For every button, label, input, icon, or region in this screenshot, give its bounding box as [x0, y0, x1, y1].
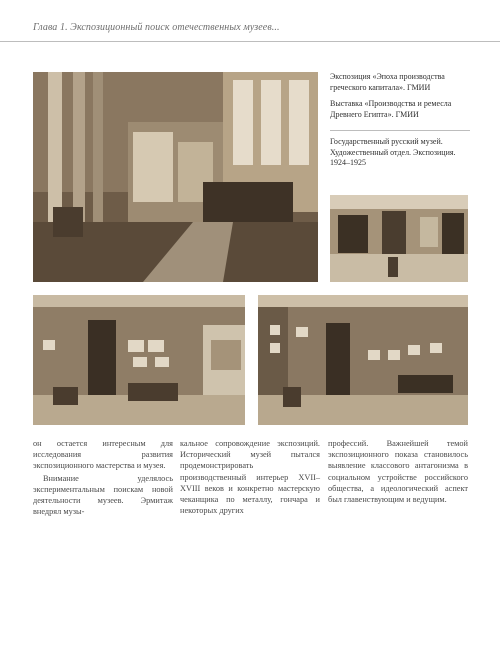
paragraph: он остается интересным для исследования развития экспозиционного мастерства и музея. [33, 439, 173, 471]
caption-egypt-exhibition: Выставка «Производства и ремесла Древнего Египта». ГМИИ [330, 99, 452, 119]
text-column-3 [328, 438, 468, 505]
text-column-2 [180, 438, 320, 516]
photo-art-department-room-1 [33, 295, 245, 425]
running-head: Глава 1. Экспозиционный поиск отечественных музеев... [33, 22, 280, 33]
paragraph: профессий. Важнейшей темой экспозиционного показа становилось выявление классового антагонизма в социальном устройстве российского общества, а идеологический аспект был главенствующим и ведущим. [328, 439, 468, 505]
photo-art-department-room-2 [258, 295, 468, 425]
text-column-1 [33, 438, 173, 517]
photo-greek-exposition [33, 72, 318, 282]
header-rule [0, 41, 500, 42]
caption-greek-exposition: Экспозиция «Эпоха производства греческого капитала». ГМИИ [330, 72, 445, 92]
photo-captions [330, 72, 470, 175]
paragraph: Внимание уделялось экспериментальным поискам новой деятельности музеев. Эрмитаж внедрял музы- [33, 473, 173, 517]
caption-divider [330, 130, 470, 131]
photo-russian-museum-hall [330, 195, 468, 282]
paragraph: кальное сопровождение экспозиций. Исторический музей пытался продемонстрировать производственный интерьер XVII–XVIII веков и конкретно мастерскую чеканщика по металлу, гончара и некоторых других [180, 439, 320, 516]
caption-russian-museum: Государственный русский музей. Художественный отдел. Экспозиция. 1924–1925 [330, 137, 456, 167]
